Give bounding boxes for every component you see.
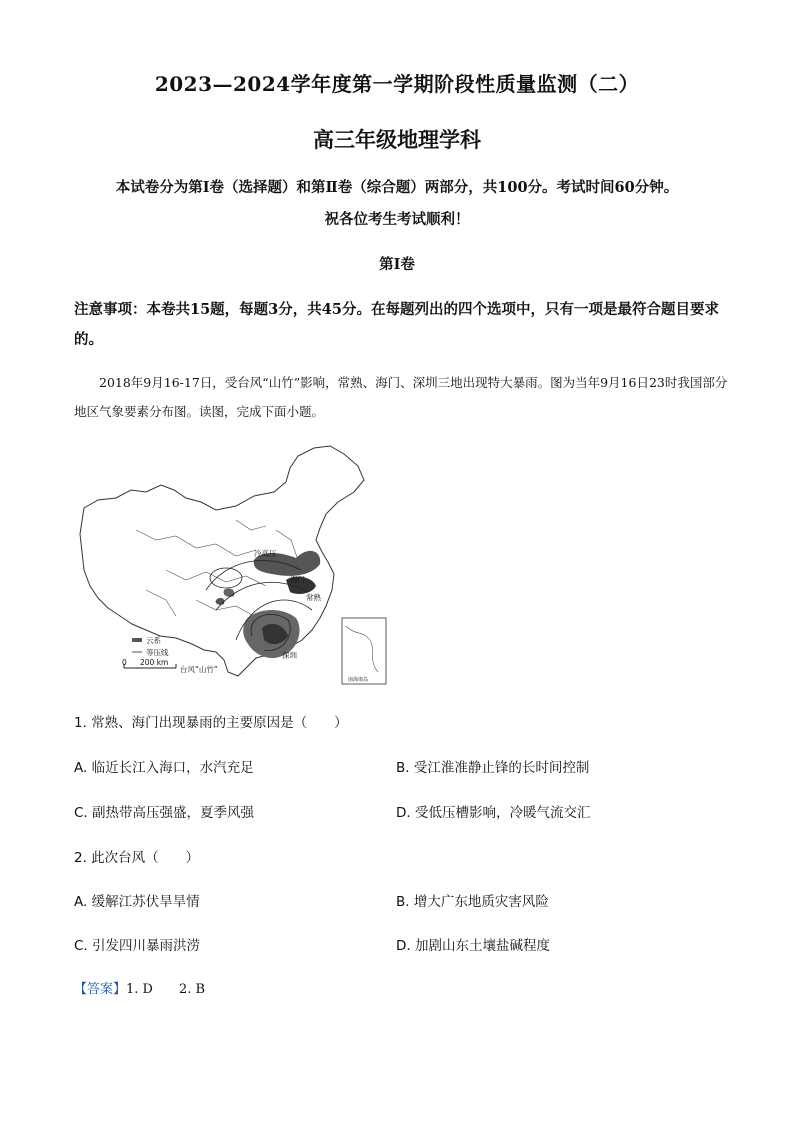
china-outline (80, 446, 364, 676)
question-2-stem: 2. 此次台风（ ） (74, 850, 200, 866)
label-shenzhen: 深圳 (282, 651, 297, 660)
legend-cloud: 云系 (146, 636, 161, 645)
answer-tag: 【答案】 (74, 982, 127, 997)
legend-isobar: 等压线 (146, 648, 169, 657)
notice-text: 注意事项：本卷共15题，每题3分，共45分。在每题列出的四个选项中，只有一项是最符合题目要求的。 (74, 301, 719, 348)
question-1-option-c[interactable]: C. 副热带高压强盛，夏季风强 (74, 805, 255, 821)
question-1-option-a[interactable]: A. 临近长江入海口，水汽充足 (74, 760, 254, 776)
label-changshu: 常熟 (306, 593, 321, 602)
exam-subject: 高三年级地理学科 (313, 127, 481, 152)
section-title: 第Ⅰ卷 (379, 256, 415, 273)
svg-text:南海诸岛: 南海诸岛 (348, 677, 369, 683)
scale-zero: 0 (122, 658, 127, 667)
question-1-option-d[interactable]: D. 受低压槽影响，冷暖气流交汇 (396, 805, 591, 821)
label-high-pressure: 冷高压 (254, 549, 277, 558)
question-2-option-a[interactable]: A. 缓解江苏伏旱旱情 (74, 894, 200, 910)
exam-wish: 祝各位考生考试顺利！ (324, 211, 470, 228)
exam-title: 2023—2024学年度第一学期阶段性质量监测（二） (154, 72, 640, 96)
label-typhoon: 台风“山竹” (180, 665, 218, 674)
question-passage: 2018年9月16-17日，受台风“山竹”影响，常熟、海门、深圳三地出现特大暴雨。图为当年9月16日23时我国部分地区气象要素分布图。读图，完成下面小题。 (74, 375, 728, 419)
answer-value: 1. D 2. B (126, 982, 206, 997)
weather-map-figure (76, 440, 394, 690)
question-2-option-d[interactable]: D. 加剧山东土壤盐碱程度 (396, 938, 550, 954)
question-1-stem: 1. 常熟、海门出现暴雨的主要原因是（ ） (74, 715, 348, 731)
legend-scale: 200 km (140, 658, 169, 667)
question-2-option-c[interactable]: C. 引发四川暴雨洪涝 (74, 938, 201, 954)
label-haimen: 海门 (290, 575, 305, 584)
question-1-option-b[interactable]: B. 受江淮准静止锋的长时间控制 (396, 760, 590, 776)
answer-line (74, 978, 205, 997)
question-2-option-b[interactable]: B. 增大广东地质灾害风险 (396, 894, 549, 910)
exam-intro: 本试卷分为第Ⅰ卷（选择题）和第Ⅱ卷（综合题）两部分，共100分。考试时间60分钟。 (115, 179, 679, 196)
